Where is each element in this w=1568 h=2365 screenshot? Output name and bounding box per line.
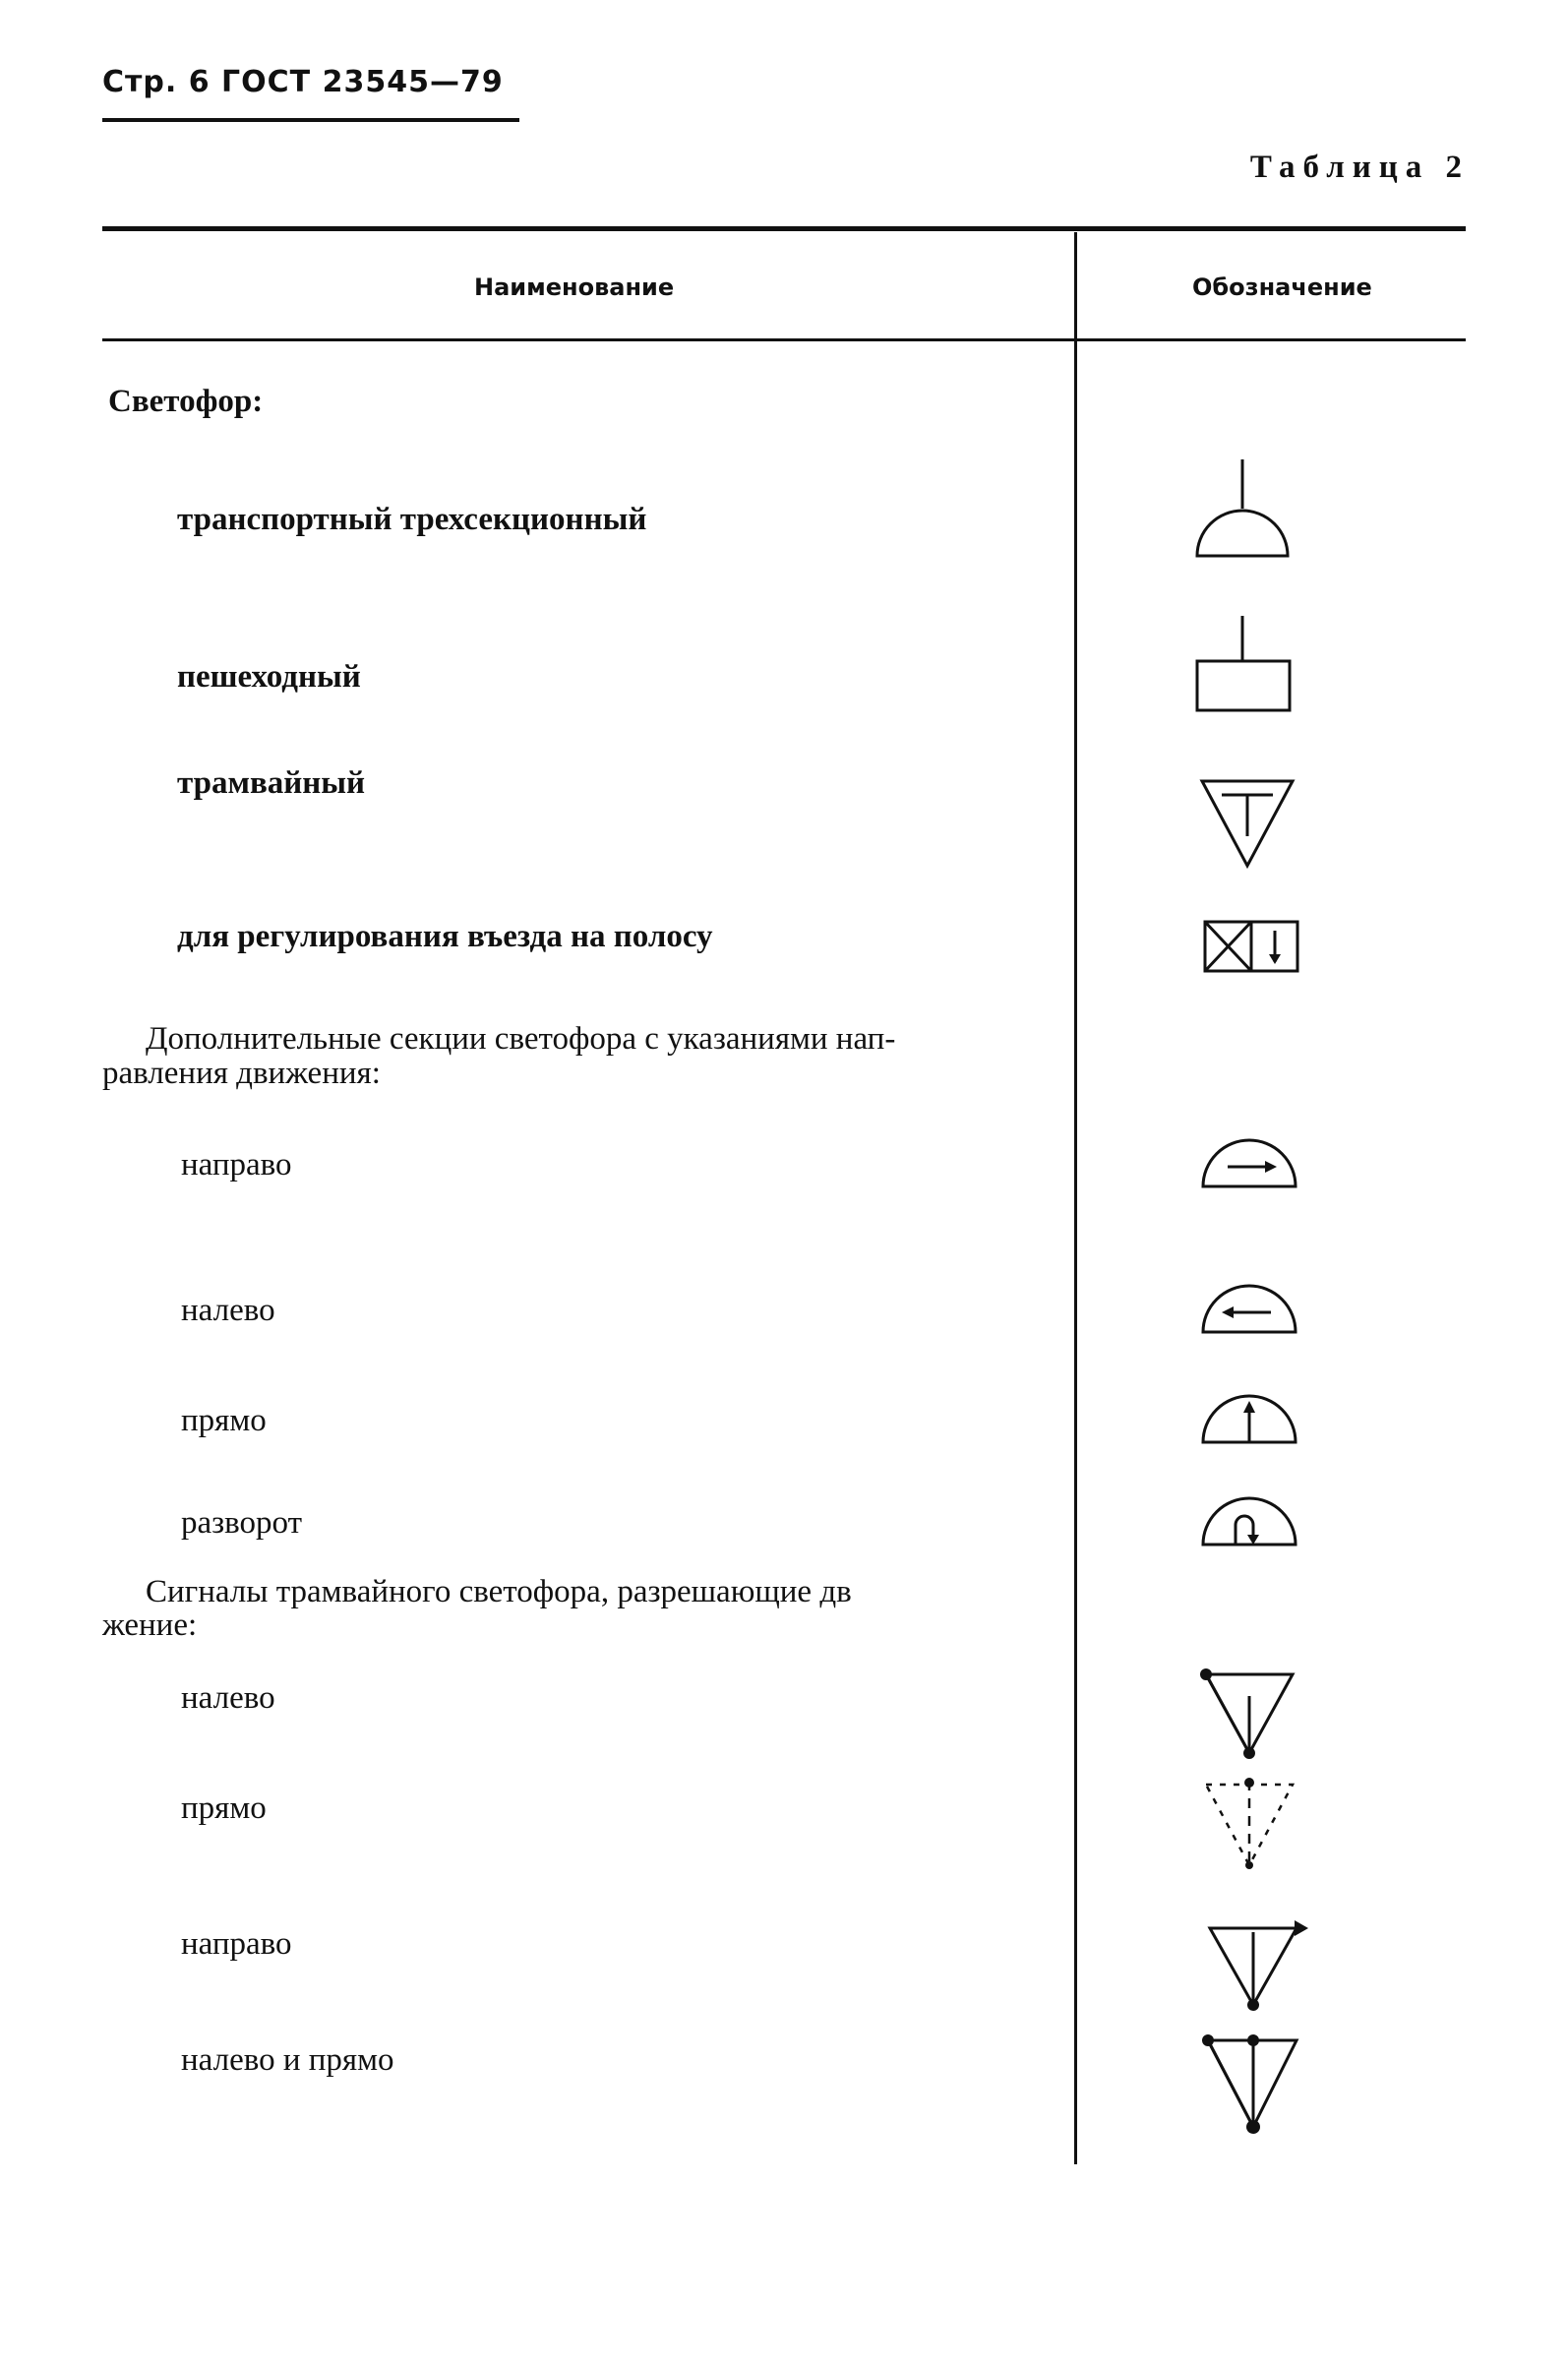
table-label: Таблица 2	[1249, 150, 1470, 185]
subsection-heading: Дополнительные секции светофора с указаниями нап-	[146, 1021, 896, 1057]
column-header-name: Наименование	[474, 273, 675, 301]
tram-triangle-straight-icon	[1198, 1777, 1300, 1875]
row-label: налево	[181, 1293, 275, 1328]
half-circle-with-stem-icon	[1190, 457, 1298, 564]
row-label: налево и прямо	[181, 2042, 394, 2078]
row-label: разворот	[181, 1505, 303, 1541]
subsection-heading: Сигналы трамвайного светофора, разрешающие дв	[146, 1574, 852, 1609]
row-label: направо	[181, 1926, 292, 1962]
half-circle-u-turn-icon	[1200, 1489, 1298, 1548]
subsection-heading-cont: жение:	[102, 1607, 198, 1643]
section-title: Светофор:	[108, 384, 264, 419]
tram-triangle-left-straight-icon	[1198, 2031, 1306, 2137]
header-underline	[102, 118, 519, 122]
half-circle-arrow-left-icon	[1200, 1277, 1298, 1336]
column-divider	[1074, 232, 1077, 2164]
row-label: транспортный трехсекционный	[177, 502, 647, 537]
tram-triangle-right-icon	[1204, 1918, 1314, 2013]
row-label: трамвайный	[177, 765, 366, 801]
tram-triangle-left-icon	[1198, 1667, 1300, 1761]
row-label: прямо	[181, 1403, 267, 1438]
row-label: прямо	[181, 1790, 267, 1826]
row-label: пешеходный	[177, 659, 361, 695]
triangle-with-t-icon	[1198, 777, 1297, 870]
page-header: Стр. 6 ГОСТ 23545—79	[102, 65, 504, 99]
row-label: направо	[181, 1147, 292, 1182]
half-circle-arrow-right-icon	[1200, 1131, 1298, 1190]
rectangle-with-stem-icon	[1190, 614, 1298, 716]
cross-and-arrow-box-icon	[1202, 919, 1300, 974]
half-circle-arrow-up-icon	[1200, 1387, 1298, 1446]
table-top-rule	[102, 226, 1466, 231]
column-header-symbol: Обозначение	[1192, 273, 1372, 301]
table-header-rule	[102, 338, 1466, 341]
subsection-heading-cont: равления движения:	[102, 1056, 381, 1091]
row-label: для регулирования въезда на полосу	[177, 919, 713, 954]
row-label: налево	[181, 1680, 275, 1716]
